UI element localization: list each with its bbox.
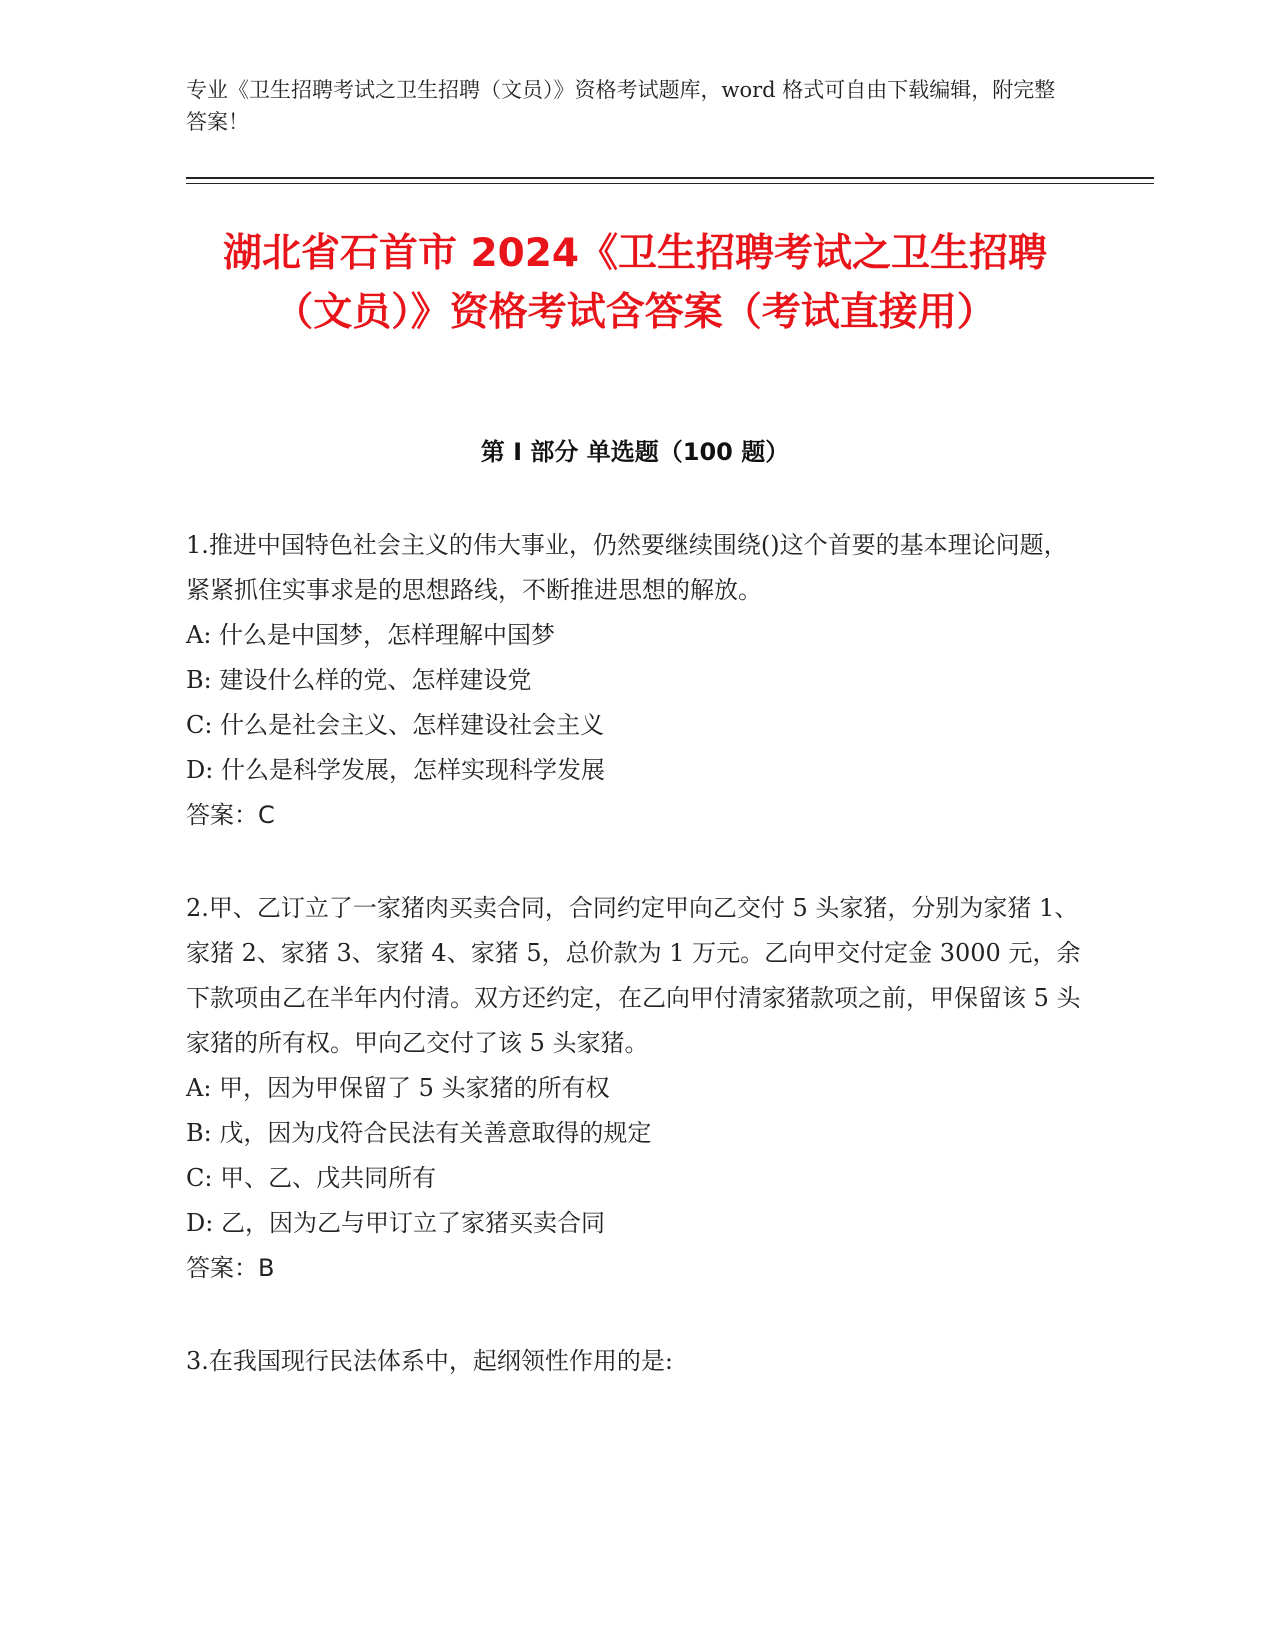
question-stem: 1.推进中国特色社会主义的伟大事业，仍然要继续围绕()这个首要的基本理论问题，紧紧抓住实事求是的思想路线，不断推进思想的解放。: [186, 531, 1068, 604]
answer: 答案：B: [186, 1254, 275, 1282]
question-1: [186, 523, 1081, 838]
option-d: D: 乙，因为乙与甲订立了家猪买卖合同: [186, 1209, 605, 1237]
question-stem: 2.甲、乙订立了一家猪肉买卖合同，合同约定甲向乙交付 5 头家猪，分别为家猪 1、家猪 2、家猪 3、家猪 4、家猪 5，总价款为 1 万元。乙向甲交付定金 3000 元，余下款项由乙在半年内付清。双方还约定，在乙向甲付清家猪款项之前，甲保留该 5 头家猪的所有权。甲向乙交付了该 5 头家猪。: [186, 894, 1081, 1057]
answer: 答案：C: [186, 801, 275, 829]
section-title: 第 I 部分 单选题（100 题）: [480, 438, 790, 466]
header-divider-thin: [186, 183, 1154, 184]
header-note: 专业《卫生招聘考试之卫生招聘（文员）》资格考试题库，word 格式可自由下载编辑，附完整答案！: [186, 78, 1056, 134]
option-c: C: 甲、乙、戊共同所有: [186, 1164, 437, 1192]
option-d: D: 什么是科学发展，怎样实现科学发展: [186, 756, 605, 784]
option-a: A: 什么是中国梦，怎样理解中国梦: [186, 621, 556, 649]
question-stem: 3.在我国现行民法体系中，起纲领性作用的是:: [186, 1347, 673, 1375]
question-3: [186, 1339, 1081, 1384]
option-b: B: 建设什么样的党、怎样建设党: [186, 666, 532, 694]
option-b: B: 戊，因为戊符合民法有关善意取得的规定: [186, 1119, 652, 1147]
option-c: C: 什么是社会主义、怎样建设社会主义: [186, 711, 605, 739]
question-2: [186, 886, 1081, 1291]
document-title: 湖北省石首市 2024《卫生招聘考试之卫生招聘（文员）》资格考试含答案（考试直接用）: [222, 231, 1048, 335]
question-list: [186, 523, 1081, 1432]
option-a: A: 甲，因为甲保留了 5 头家猪的所有权: [186, 1074, 610, 1102]
header-divider-thick: [186, 177, 1154, 179]
